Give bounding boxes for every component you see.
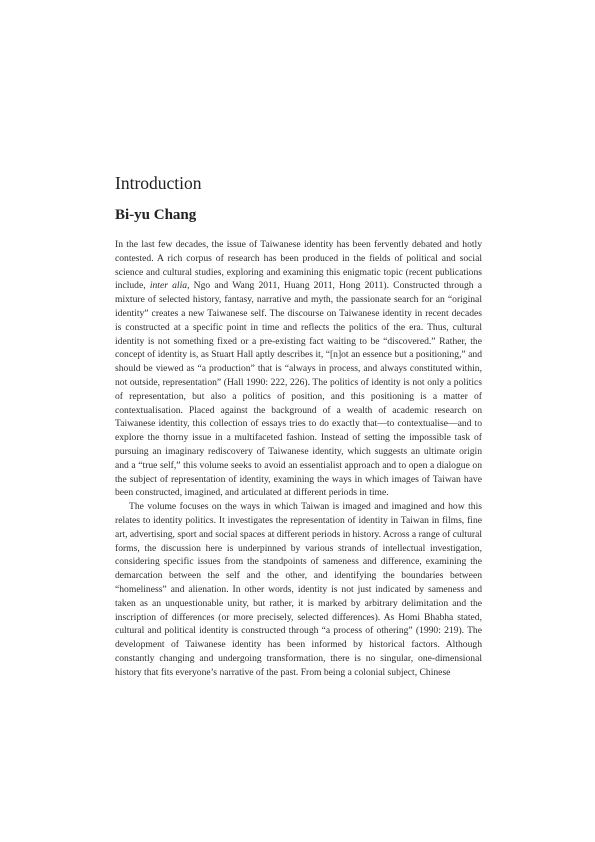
chapter-author: Bi-yu Chang — [115, 207, 197, 223]
body-text — [115, 238, 482, 680]
paragraph-1 — [115, 238, 482, 500]
paragraph-1-segment-2-italic: inter alia — [149, 280, 188, 292]
paragraph-1-segment-1: In the last few decades, the issue of Taiwanese identity has been fervently debated and hotly contested. A rich corpus of research has been produced in the fields of political and social science and cultural studies, exploring and examining this enigmatic topic (recent publications include, — [115, 239, 482, 292]
chapter-title: Introduction — [115, 173, 202, 193]
paragraph-2 — [115, 500, 482, 679]
paragraph-2-segment-1: The volume focuses on the ways in which Taiwan is imaged and imagined and how this relates to identity politics. It investigates the representation of identity in Taiwan in films, fine art, advertising, sport and social spaces at different periods in history. Across a range of cultural forms, the discussion here is underpinned by various strands of intellectual investigation, considering specific issues from the standpoints of sameness and difference, examining the demarcation between the self and the other, and identifying the boundaries between “homeliness” and alienation. In other words, identity is not just indicated by sameness and taken as an unquestionable unity, but rather, it is marked by arbitrary delimitation and the inscription of differences (or more precisely, selected differences). As Homi Bhabha stated, cultural and political identity is constructed through “a process of othering” (1990: 219). The development of Taiwanese identity has been informed by historical factors. Although constantly changing and undergoing transformation, there is no singular, one-dimensional history that fits everyone’s narrative of the past. From being a colonial subject, Chinese — [115, 501, 482, 678]
paragraph-1-segment-3: , Ngo and Wang 2011, Huang 2011, Hong 2011). Constructed through a mixture of selected history, fantasy, narrative and myth, the passionate search for an “original identity” creates a new Taiwanese self. The discourse on Taiwanese identity in recent decades is constructed at a specific point in time and reflects the politics of the era. Thus, cultural identity is not something fixed or a pre-existing fact waiting to be “discovered.” Rather, the concept of identity is, as Stuart Hall aptly describes it, “[n]ot an essence but a positioning,” and should be viewed as “a production” that is “always in process, and always constituted within, not outside, representation” (Hall 1990: 222, 226). The politics of identity is not only a politics of representation, but also a politics of position, and this positioning is a matter of contextualisation. Placed against the background of a wealth of academic research on Taiwanese identity, this collection of essays tries to do exactly that—to contextualise—and to explore the thorny issue in a multifaceted fashion. Instead of setting the impossible task of pursuing an imaginary rediscovery of Taiwanese identity, which suggests an ultimate origin and a “true self,” this volume seeks to avoid an essentialist approach and to open a dialogue on the subject of representation of identity, examining the ways in which images of Taiwan have been constructed, imagined, and articulated at different periods in time. — [115, 280, 482, 499]
